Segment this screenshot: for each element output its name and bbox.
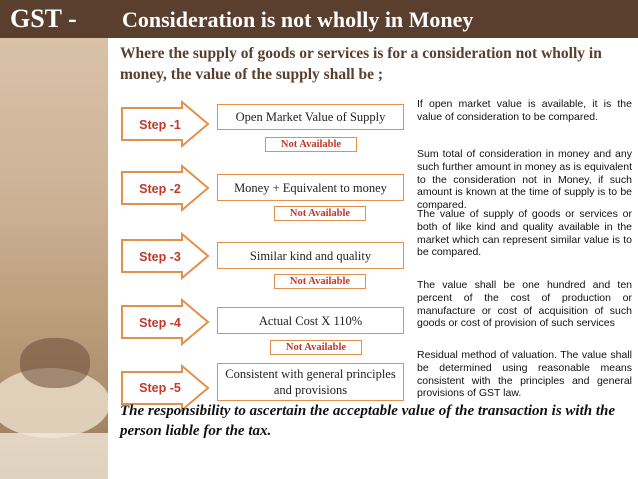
step-4-not-available: Not Available: [270, 340, 362, 355]
step-2-box: Money + Equivalent to money: [217, 174, 404, 201]
step-3-label: Step -3: [139, 250, 181, 264]
step-5-description: Residual method of valuation. The value shall be determined using reasonable means consistent with the principles and general provisions of GST law.: [417, 349, 632, 400]
step-2-label: Step -2: [139, 182, 181, 196]
intro-text: Where the supply of goods or services is for a consideration not wholly in money, the value of the supply shall be ;: [120, 45, 602, 83]
step-1-not-available: Not Available: [265, 137, 357, 152]
step-1-box: Open Market Value of Supply: [217, 104, 404, 130]
title-bar: [0, 0, 638, 38]
step-5-box: Consistent with general principles and provisions: [217, 363, 404, 401]
step-3-description: The value of supply of goods or services or both of like kind and quality available in the market which can represent similar value is to be compared.: [417, 208, 632, 259]
step-2-description: Sum total of consideration in money and any such further amount in money as is equivalent to the consideration not in Money, if such amount is known at the time of supply is to be compared.: [417, 148, 632, 212]
footer-note: The responsibility to ascertain the acceptable value of the transaction is with the person liable for the tax.: [120, 403, 615, 439]
sidebar-photo: [0, 38, 108, 479]
title-prefix: GST -: [10, 4, 77, 33]
step-3-box: Similar kind and quality: [217, 242, 404, 269]
step-2-not-available: Not Available: [274, 206, 366, 221]
step-1-label: Step -1: [139, 118, 181, 132]
step-5-label: Step -5: [139, 381, 181, 395]
step-4-description: The value shall be one hundred and ten percent of the cost of production or manufacture or cost of acquisition of such goods or cost of provision of such services: [417, 279, 632, 330]
step-1-description: If open market value is available, it is the value of consideration to be compared.: [417, 98, 632, 123]
step-3-not-available: Not Available: [274, 274, 366, 289]
step-4-box: Actual Cost X 110%: [217, 307, 404, 334]
page-title: Consideration is not wholly in Money: [122, 7, 474, 32]
step-4-label: Step -4: [139, 316, 181, 330]
